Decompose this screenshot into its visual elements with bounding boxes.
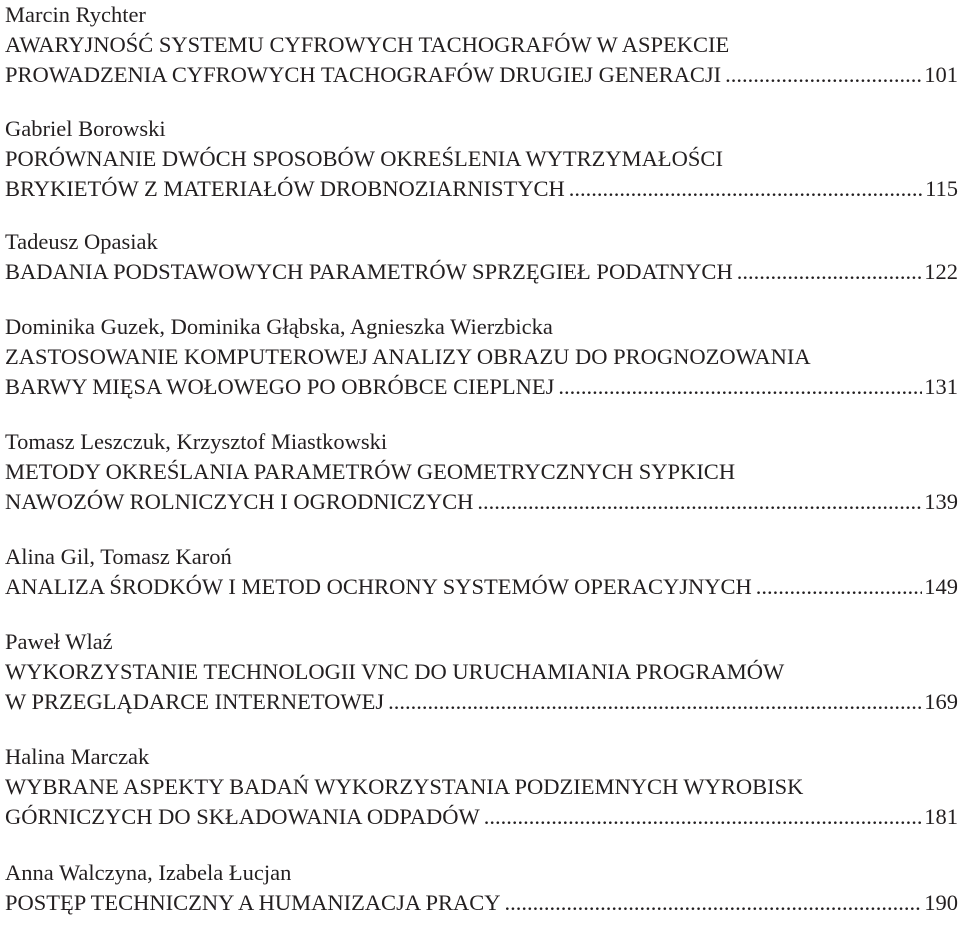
- page-number: 190: [924, 890, 958, 915]
- entry-title-last-line: [5, 802, 960, 832]
- entry-title-text: BRYKIETÓW Z MATERIAŁÓW DROBNOZIARNISTYCH: [5, 176, 565, 201]
- entry-author: Paweł Wlaź: [5, 629, 113, 654]
- entry-title-text: GÓRNICZYCH DO SKŁADOWANIA ODPADÓW: [5, 804, 480, 829]
- page-number: 131: [924, 374, 958, 399]
- page-number: 115: [925, 176, 958, 201]
- entry-author: Marcin Rychter: [5, 2, 146, 27]
- entry-author: Anna Walczyna, Izabela Łucjan: [5, 860, 292, 885]
- entry-title-line: ZASTOSOWANIE KOMPUTEROWEJ ANALIZY OBRAZU DO PROGNOZOWANIA: [5, 344, 811, 369]
- entry-title-last-line: [5, 888, 960, 918]
- entry-title-last-line: [5, 487, 960, 517]
- page-number: 122: [924, 259, 958, 284]
- entry-author: Dominika Guzek, Dominika Głąbska, Agnieszka Wierzbicka: [5, 314, 553, 339]
- entry-title-last-line: [5, 257, 960, 287]
- dot-leader: [569, 174, 923, 204]
- toc-entry: [5, 627, 960, 717]
- entry-author: Halina Marczak: [5, 744, 150, 769]
- entry-title-last-line: [5, 174, 960, 204]
- entry-title-last-line: [5, 372, 960, 402]
- toc-entry: [5, 542, 960, 602]
- entry-author: Tomasz Leszczuk, Krzysztof Miastkowski: [5, 429, 388, 454]
- entry-title-text: ANALIZA ŚRODKÓW I METOD OCHRONY SYSTEMÓW OPERACYJNYCH: [5, 574, 752, 599]
- dot-leader: [504, 888, 922, 918]
- entry-title-text: W PRZEGLĄDARCE INTERNETOWEJ: [5, 689, 385, 714]
- toc-entry: [5, 312, 960, 402]
- page-number: 181: [924, 804, 958, 829]
- toc-entry: [5, 227, 960, 287]
- page-number: 101: [924, 62, 958, 87]
- dot-leader: [477, 487, 922, 517]
- toc-entry: [5, 0, 960, 90]
- entry-title-text: NAWOZÓW ROLNICZYCH I OGRODNICZYCH: [5, 489, 474, 514]
- entry-title-line: WYKORZYSTANIE TECHNOLOGII VNC DO URUCHAMIANIA PROGRAMÓW: [5, 659, 785, 684]
- toc-entry: [5, 858, 960, 918]
- entry-title-text: BADANIA PODSTAWOWYCH PARAMETRÓW SPRZĘGIEŁ PODATNYCH: [5, 259, 733, 284]
- entry-title-line: WYBRANE ASPEKTY BADAŃ WYKORZYSTANIA PODZIEMNYCH WYROBISK: [5, 774, 804, 799]
- entry-title-line: METODY OKREŚLANIA PARAMETRÓW GEOMETRYCZNYCH SYPKICH: [5, 459, 736, 484]
- dot-leader: [737, 257, 923, 287]
- toc-entry: [5, 742, 960, 832]
- entry-author: Alina Gil, Tomasz Karoń: [5, 544, 232, 569]
- entry-title-line: AWARYJNOŚĆ SYSTEMU CYFROWYCH TACHOGRAFÓW W ASPEKCIE: [5, 32, 730, 57]
- entry-title-last-line: [5, 687, 960, 717]
- entry-author: Tadeusz Opasiak: [5, 229, 158, 254]
- entry-title-last-line: [5, 60, 960, 90]
- entry-title-text: BARWY MIĘSA WOŁOWEGO PO OBRÓBCE CIEPLNEJ: [5, 374, 555, 399]
- page-number: 149: [924, 574, 958, 599]
- dot-leader: [484, 802, 922, 832]
- dot-leader: [388, 687, 922, 717]
- dot-leader: [558, 372, 922, 402]
- dot-leader: [725, 60, 922, 90]
- toc-entry: [5, 427, 960, 517]
- entry-title-text: PROWADZENIA CYFROWYCH TACHOGRAFÓW DRUGIEJ GENERACJI: [5, 62, 722, 87]
- toc-entry: [5, 114, 960, 204]
- entry-title-last-line: [5, 572, 960, 602]
- page-number: 169: [924, 689, 958, 714]
- entry-title-text: POSTĘP TECHNICZNY A HUMANIZACJA PRACY: [5, 890, 501, 915]
- entry-title-line: PORÓWNANIE DWÓCH SPOSOBÓW OKREŚLENIA WYTRZYMAŁOŚCI: [5, 146, 723, 171]
- page-number: 139: [924, 489, 958, 514]
- entry-author: Gabriel Borowski: [5, 116, 166, 141]
- dot-leader: [756, 572, 923, 602]
